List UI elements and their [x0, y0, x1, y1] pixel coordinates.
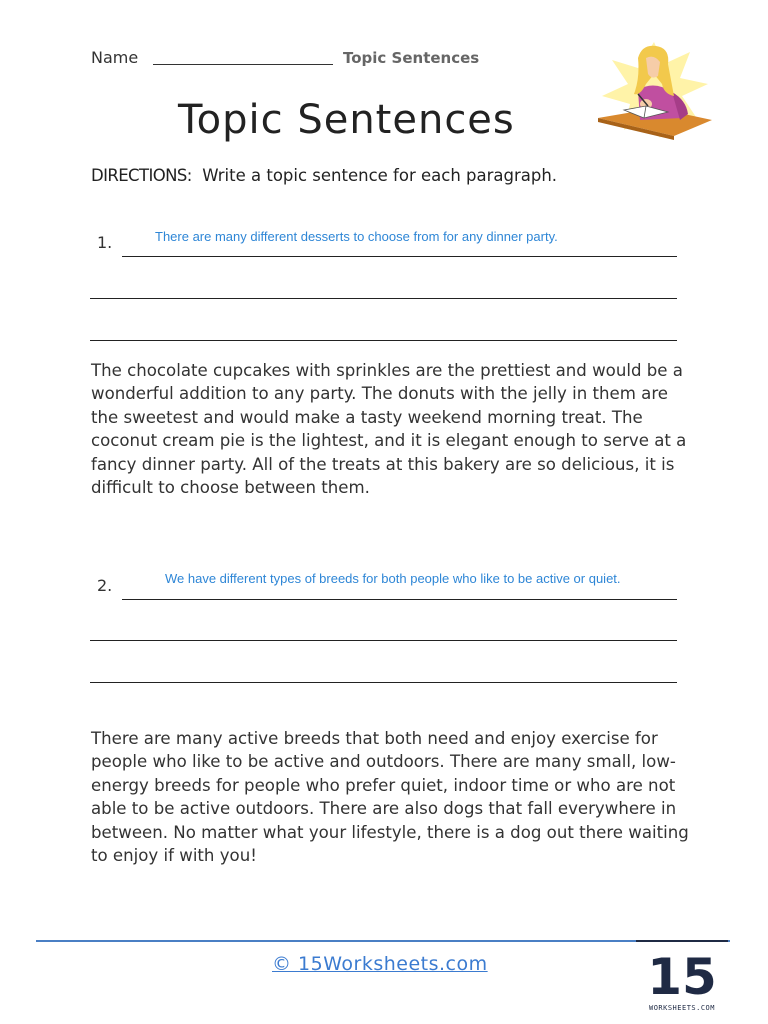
directions: [91, 166, 557, 185]
page-title: Topic Sentences: [178, 97, 515, 143]
paragraph-1: The chocolate cupcakes with sprinkles are the prettiest and would be a wonderful addition to any party. The donuts with the jelly in them are the sweetest and would make a tasty weekend morning treat. The coconut cream pie is the lightest, and it is elegant enough to serve at a fancy dinner party. All of the treats at this bakery are so delicious, it is difficult to choose between them.: [91, 361, 687, 498]
logo-number: 15: [647, 948, 717, 1006]
answer-line-2c[interactable]: [90, 682, 677, 683]
answer-line-2a[interactable]: [122, 599, 677, 600]
answer-line-1c[interactable]: [90, 340, 677, 341]
answer-line-1a[interactable]: [122, 256, 677, 257]
paragraph-2: There are many active breeds that both need and enjoy exercise for people who like to be active and outdoors. There are many small, low-energy breeds for people who prefer quiet, indoor time or who are not able to be active outdoors. There are also dogs that fall everywhere in between. No matter what your lifestyle, there is a dog out there waiting to enjoy if with you!: [91, 729, 689, 866]
name-label: Name: [91, 48, 139, 67]
footer-divider: [36, 940, 730, 942]
question-1-number: 1.: [97, 233, 113, 252]
question-1-answer[interactable]: There are many different desserts to choose from for any dinner party.: [155, 229, 558, 244]
logo-wordmark: WORKSHEETS.COM: [648, 1004, 716, 1012]
answer-line-2b[interactable]: [90, 640, 677, 641]
answer-line-1b[interactable]: [90, 298, 677, 299]
directions-label: DIRECTIONS:: [91, 166, 192, 185]
footer-copyright-link[interactable]: © 15Worksheets.com: [272, 953, 488, 975]
15worksheets-logo: [636, 940, 732, 1024]
name-input-line[interactable]: [153, 64, 333, 65]
question-2-answer[interactable]: We have different types of breeds for both people who like to be active or quiet.: [165, 571, 621, 586]
worksheet-header-title: Topic Sentences: [343, 49, 480, 67]
question-2-number: 2.: [97, 576, 113, 595]
directions-text: Write a topic sentence for each paragraph.: [202, 166, 558, 185]
woman-writing-illustration: [594, 34, 714, 144]
